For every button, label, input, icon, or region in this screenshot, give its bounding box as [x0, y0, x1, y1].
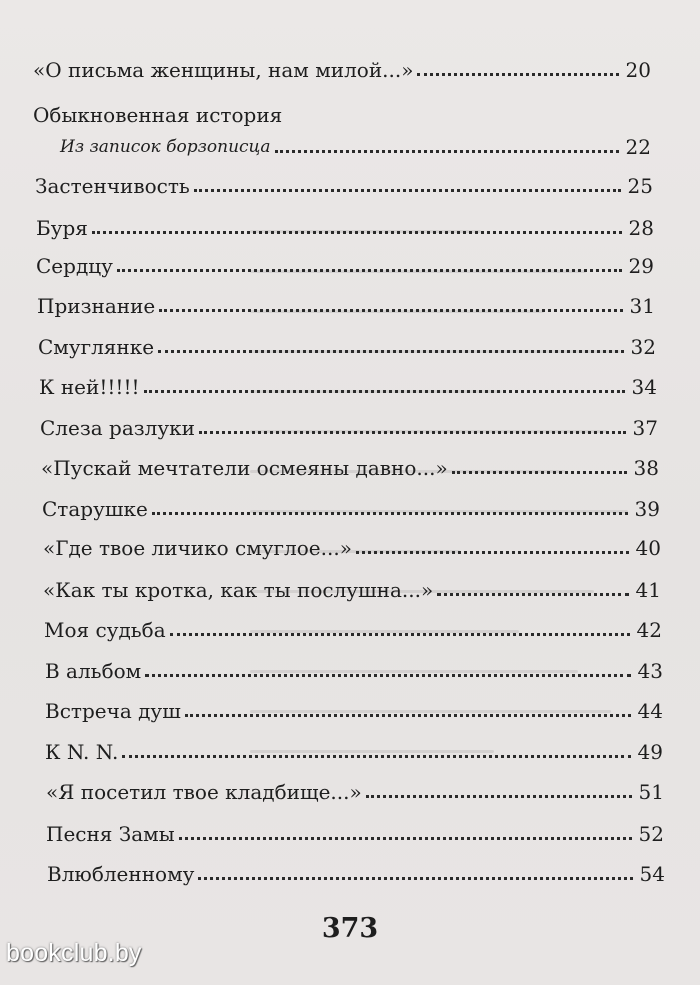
toc-entry-page: 22: [625, 135, 651, 159]
toc-entry-title: «Пускай мечтатели осмеяны давно...»: [41, 456, 448, 480]
dot-leader: [198, 877, 633, 880]
toc-entry[interactable]: [35, 165, 653, 199]
toc-entry-title: «Где твое личико смуглое...»: [43, 536, 352, 560]
toc-entry-page: 39: [634, 497, 660, 521]
toc-entry-title: Сердцу: [36, 254, 113, 278]
dot-leader: [194, 189, 621, 192]
dot-leader: [437, 593, 629, 596]
dot-leader: [179, 837, 632, 840]
toc-entry-page: 28: [628, 216, 654, 240]
toc-entry-page: 44: [637, 699, 663, 723]
toc-entry-title: «Как ты кротка, как ты послушна...»: [43, 578, 434, 602]
toc-entry-title: Встреча душ: [45, 699, 181, 723]
toc-entry[interactable]: [36, 207, 654, 241]
toc-entry-subtitle: Из записок борзописца: [60, 137, 271, 157]
toc-entry[interactable]: [41, 447, 659, 481]
toc-entry[interactable]: [36, 245, 654, 279]
dot-leader: [92, 231, 622, 234]
dot-leader: [452, 471, 627, 474]
toc-entry-page: 41: [635, 578, 661, 602]
toc-entry-title: Слеза разлуки: [40, 416, 195, 440]
dot-leader: [366, 795, 632, 798]
toc-entry-page: 52: [638, 822, 664, 846]
toc-entry[interactable]: [33, 49, 651, 83]
toc-entry[interactable]: [43, 569, 661, 603]
toc-entry-page: 51: [638, 780, 664, 804]
toc-entry[interactable]: [39, 366, 657, 400]
toc-entry[interactable]: [37, 285, 655, 319]
toc-entry-title: К ней!!!!!: [39, 375, 140, 399]
toc-entry-title: «О письма женщины, нам милой...»: [33, 58, 414, 82]
dot-leader: [158, 350, 624, 353]
toc-entry[interactable]: [43, 527, 661, 561]
toc-entry-page: 38: [633, 456, 659, 480]
toc-entry-title: В альбом: [45, 659, 142, 683]
toc-entry-page: 54: [639, 862, 665, 886]
dot-leader: [117, 269, 622, 272]
dot-leader: [159, 309, 623, 312]
toc-entry-title: Старушке: [42, 497, 148, 521]
toc-entry-title: Смуглянке: [38, 335, 155, 359]
dot-leader: [145, 674, 631, 677]
dot-leader: [170, 633, 630, 636]
toc-entry-page: 29: [628, 254, 654, 278]
toc-entry-page: 43: [637, 659, 663, 683]
toc-entry[interactable]: [47, 853, 665, 887]
toc-entry[interactable]: [46, 771, 664, 805]
toc-entry[interactable]: [45, 650, 663, 684]
toc-entry-page: 20: [625, 58, 651, 82]
toc-entry[interactable]: [46, 813, 664, 847]
toc-entry-page: 37: [632, 416, 658, 440]
toc-entry-title: «Я посетил твое кладбище...»: [46, 780, 362, 804]
toc-entry-title: Песня Замы: [46, 822, 175, 846]
page-number: 373: [321, 913, 379, 944]
toc-entry-title: Моя судьба: [44, 618, 166, 642]
toc-entry[interactable]: [42, 488, 660, 522]
toc-entry[interactable]: [38, 326, 656, 360]
toc-entry[interactable]: [45, 690, 663, 724]
toc-entry-title: Признание: [37, 294, 156, 318]
dot-leader: [144, 390, 625, 393]
dot-leader: [199, 431, 626, 434]
toc-entry[interactable]: [45, 731, 663, 765]
dot-leader: [275, 150, 619, 153]
toc-entry[interactable]: [60, 126, 651, 160]
dot-leader: [185, 714, 631, 717]
watermark-logo: bookclub.by: [6, 939, 142, 967]
toc-entry-page: 25: [627, 174, 653, 198]
toc-section-heading: Обыкновенная история: [33, 103, 283, 127]
toc-entry[interactable]: [40, 407, 658, 441]
toc-entry-page: 32: [630, 335, 656, 359]
toc-entry-page: 42: [636, 618, 662, 642]
toc-entry-page: 40: [635, 536, 661, 560]
toc-entry-page: 31: [629, 294, 655, 318]
toc-entry[interactable]: [44, 609, 662, 643]
toc-entry-title: К N. N.: [45, 740, 119, 764]
toc-entry-title: Буря: [36, 216, 88, 240]
dot-leader: [417, 73, 619, 76]
toc-entry-page: 49: [637, 740, 663, 764]
toc-entry-page: 34: [631, 375, 657, 399]
dot-leader: [356, 551, 629, 554]
dot-leader: [122, 755, 631, 758]
toc-entry-title: Влюбленному: [47, 862, 195, 886]
dot-leader: [152, 512, 628, 515]
toc-entry-title: Застенчивость: [35, 174, 190, 198]
